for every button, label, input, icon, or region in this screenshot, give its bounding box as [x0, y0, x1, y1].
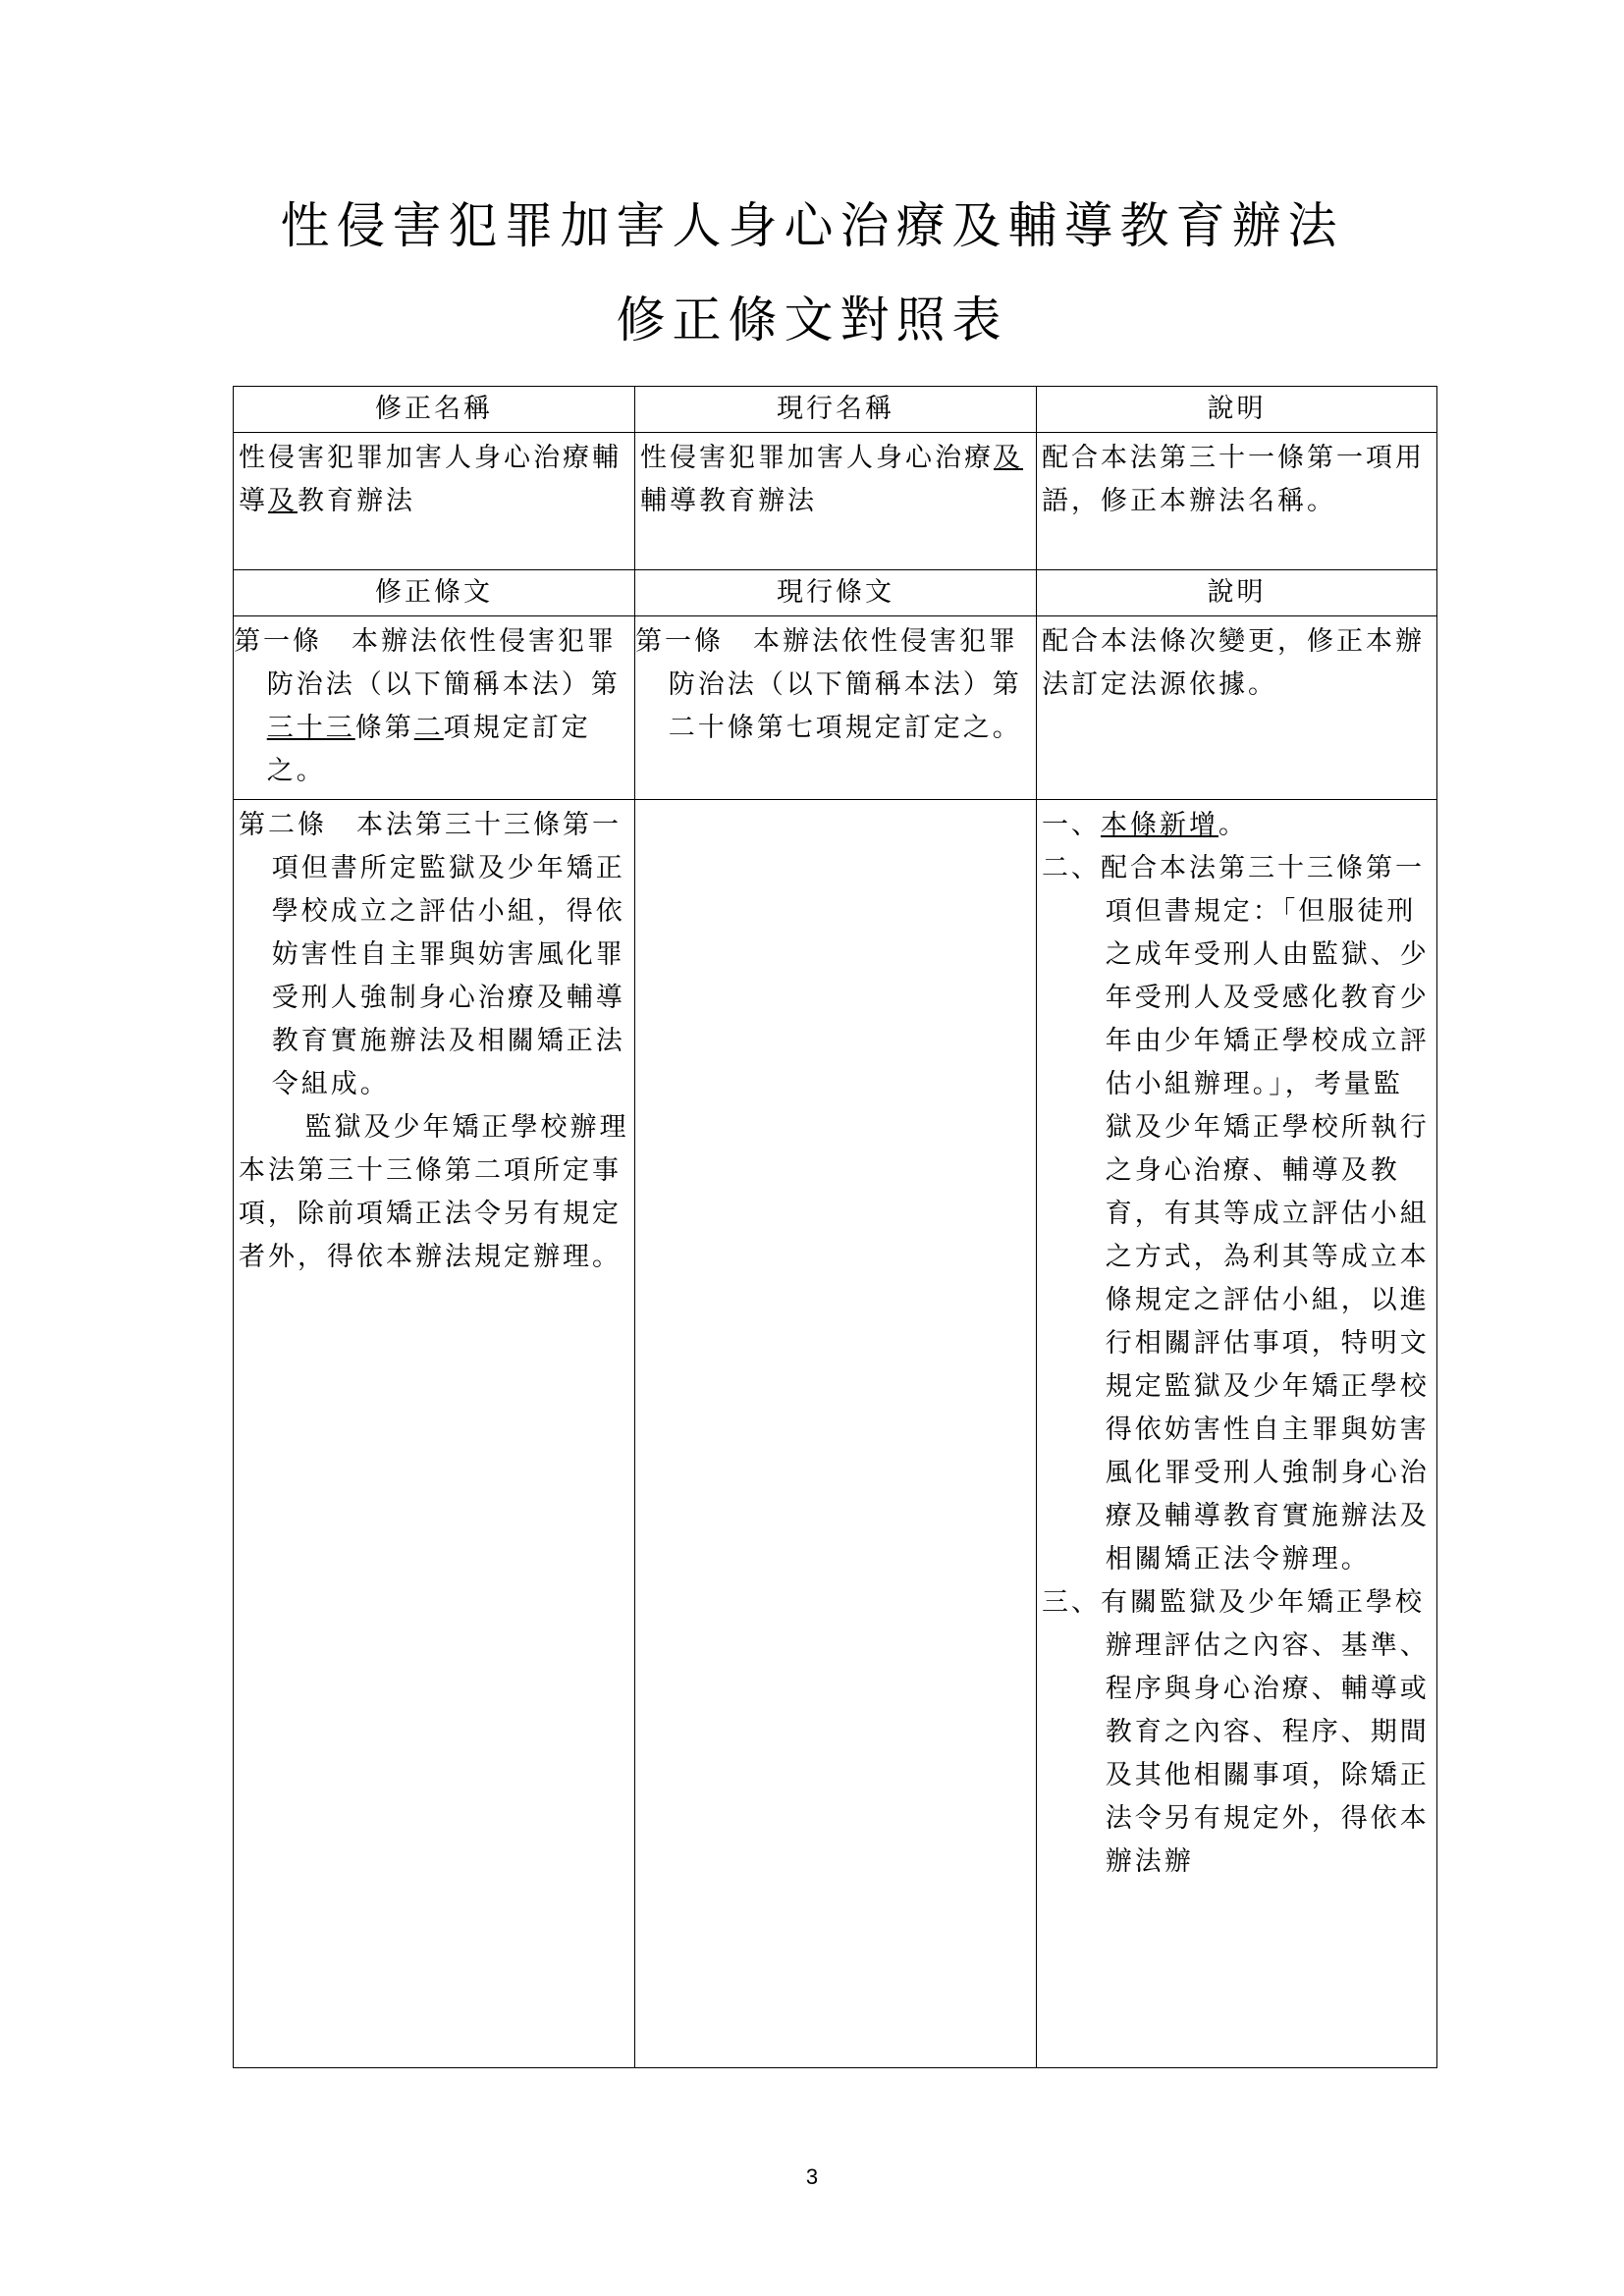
comparison-table [233, 386, 1437, 2068]
current-name-cell: 性侵害犯罪加害人身心治療及輔導教育辦法 [635, 433, 1037, 570]
header-revised-name: 修正名稱 [234, 387, 635, 433]
underlined-text: 二 [413, 713, 444, 743]
header-explanation: 說明 [1037, 387, 1437, 433]
article-2-paragraph-2: 監獄及少年矯正學校辦理本法第三十三條第二項所定事項，除前項矯正法令另有規定者外，得依本辦法規定辦理。 [239, 1112, 629, 1272]
explanation-item-2: 二、配合本法第三十三條第一項但書規定：「但服徒刑之成年受刑人由監獄、少年受刑人及受感化教育少年由少年矯正學校成立評估小組辦理。」，考量監獄及少年矯正學校所執行之身心治療、輔導及教育，有其等成立評估小組之方式，為利其等成立本條規定之評估小組，以進行相關評估事項，特明文規定監獄及少年矯正學校得依妨害性自主罪與妨害風化罪受刑人強制身心治療及輔導教育實施辦法及相關矯正法令辦理。 [1042, 853, 1430, 1575]
article-1-current: 第一條 本辦法依性侵害犯罪防治法（以下簡稱本法）第二十條第七項規定訂定之。 [635, 616, 1037, 800]
name-header-row [234, 387, 1437, 433]
article-2-explanation [1037, 800, 1437, 2068]
document-title: 性侵害犯罪加害人身心治療及輔導教育辦法 [280, 197, 1344, 254]
header-current-name: 現行名稱 [635, 387, 1037, 433]
revised-name-cell: 性侵害犯罪加害人身心治療輔導及教育辦法 [234, 433, 635, 570]
article-2-row [234, 800, 1437, 2068]
underlined-text: 本條新增 [1101, 810, 1218, 840]
article-1-explanation: 配合本法條次變更，修正本辦法訂定法源依據。 [1037, 616, 1437, 800]
page-number: 3 [805, 2164, 819, 2189]
underlined-text: 及 [268, 486, 298, 516]
article-header-row [234, 570, 1437, 616]
header-current-article: 現行條文 [635, 570, 1037, 616]
header-revised-article: 修正條文 [234, 570, 635, 616]
explanation-item-1: 一、本條新增。 [1042, 810, 1248, 840]
underlined-text: 三十三 [266, 713, 355, 743]
article-2-current [635, 800, 1037, 2068]
article-2-revised [234, 800, 635, 2068]
header-article-explanation: 說明 [1037, 570, 1437, 616]
underlined-text: 及 [994, 443, 1023, 473]
explanation-item-3: 三、有關監獄及少年矯正學校辦理評估之內容、基準、程序與身心治療、輔導或教育之內容、程序、期間及其他相關事項，除矯正法令另有規定外，得依本辦法辦 [1042, 1587, 1430, 1877]
name-explanation-cell: 配合本法第三十一條第一項用語，修正本辦法名稱。 [1037, 433, 1437, 570]
article-1-revised: 第一條 本辦法依性侵害犯罪防治法（以下簡稱本法）第三十三條第二項規定訂定之。 [234, 616, 635, 800]
document-subtitle: 修正條文對照表 [616, 292, 1008, 348]
article-1-row [234, 616, 1437, 800]
article-2-paragraph-1: 第二條 本法第三十三條第一項但書所定監獄及少年矯正學校成立之評估小組，得依妨害性自主罪與妨害風化罪受刑人強制身心治療及輔導教育實施辦法及相關矯正法令組成。 [239, 810, 625, 1099]
name-row [234, 433, 1437, 570]
